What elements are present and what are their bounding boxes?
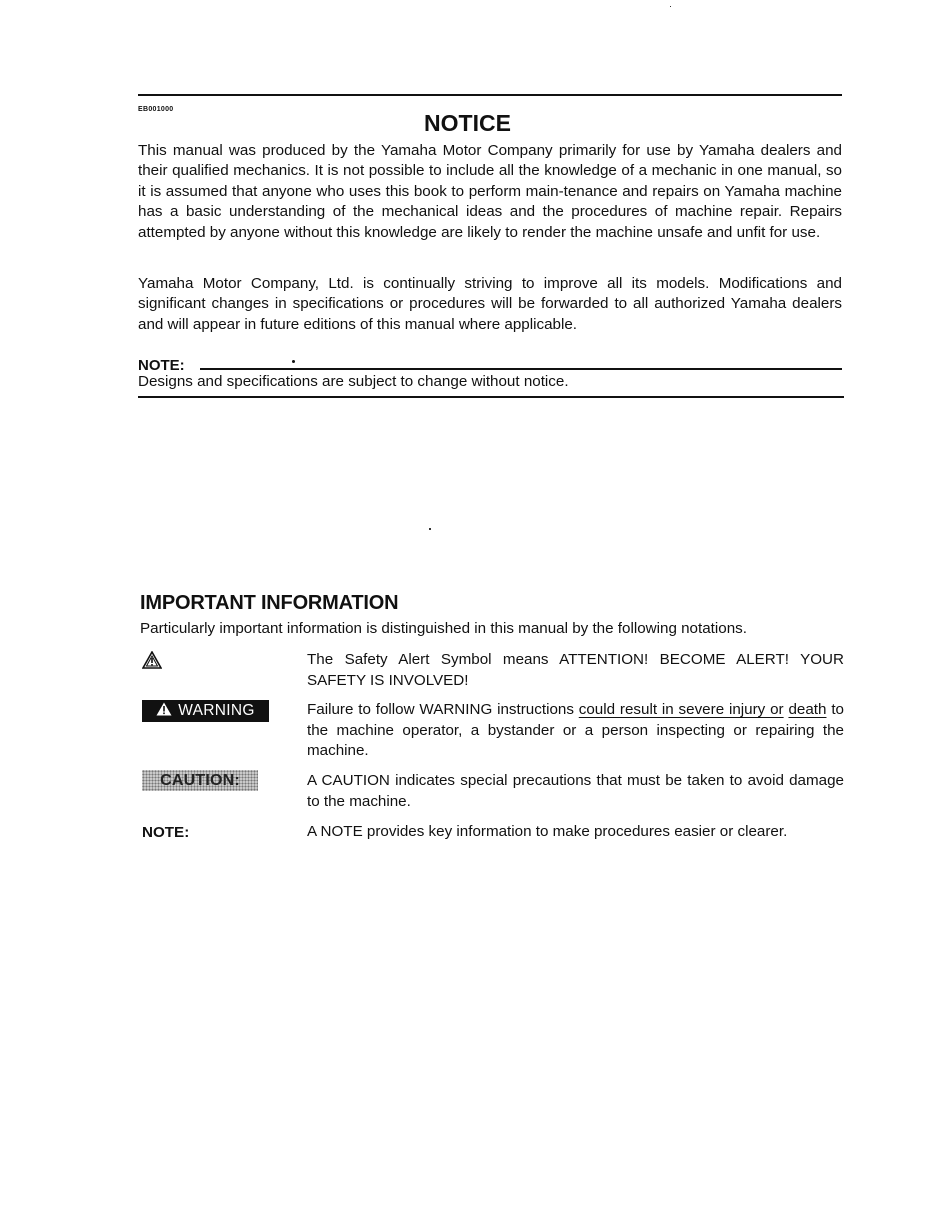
note-text: Designs and specifications are subject to change without notice. xyxy=(138,373,569,390)
notice-paragraph-2: Yamaha Motor Company, Ltd. is continually striving to improve all its models. Modifications and significant changes in specifications or procedures will be forwarded to all authorized Yamaha dealers and will appear in future editions of this manual where applicable. xyxy=(138,275,842,333)
warning-description xyxy=(307,700,844,762)
note-dot xyxy=(292,360,295,363)
scan-speck xyxy=(670,6,671,7)
notice-paragraph-1-part-b: tenance and repairs on Yamaha machine has a basic understanding of the mechanical ideas and the procedures of machine repair. Repairs attempted by anyone without this knowledge are likely to render the machine unsafe and unfit for use. xyxy=(138,182,842,241)
warning-badge xyxy=(142,700,269,722)
notice-title: NOTICE xyxy=(424,110,511,136)
document-code: EB001000 xyxy=(138,106,174,113)
warning-label: WARNING xyxy=(178,702,255,719)
note-symbol-label: NOTE: xyxy=(142,824,190,841)
safety-alert-icon xyxy=(142,651,162,674)
caution-description: A CAUTION indicates special precautions that must be taken to avoid damage to the machine. xyxy=(307,772,844,810)
warning-triangle-icon xyxy=(156,702,172,721)
caution-label: CAUTION: xyxy=(160,771,240,789)
top-rule xyxy=(138,94,842,96)
warning-text-underlined-2: death xyxy=(788,701,827,718)
important-heading: IMPORTANT INFORMATION xyxy=(140,592,399,614)
note-label: NOTE: xyxy=(138,357,185,374)
scan-speck xyxy=(429,528,431,530)
warning-text-underlined-1: could result in severe injury or xyxy=(578,701,784,718)
caution-badge xyxy=(142,770,258,791)
notice-paragraph-1-part-a: This manual was produced by the Yamaha Motor Company primarily for use by Yamaha dealers and their qualified mechanics. It is not possible to include all the knowledge of a mechanic in one manual, so it is assumed that anyone who uses this book to perform main- xyxy=(138,142,842,200)
important-intro: Particularly important information is distinguished in this manual by the following notations. xyxy=(140,620,747,637)
alert-description: The Safety Alert Symbol means ATTENTION! BECOME ALERT! YOUR SAFETY IS INVOLVED! xyxy=(307,651,844,689)
note-bottom-rule xyxy=(138,396,844,398)
warning-text-b: to the machine operator, a bystander or a person inspecting or repairing the machine. xyxy=(307,701,844,760)
notice-paragraph-1 xyxy=(138,141,842,243)
note-rule xyxy=(200,368,842,370)
warning-text-a: Failure to follow WARNING instructions xyxy=(307,701,579,718)
note-description: A NOTE provides key information to make procedures easier or clearer. xyxy=(307,823,788,840)
